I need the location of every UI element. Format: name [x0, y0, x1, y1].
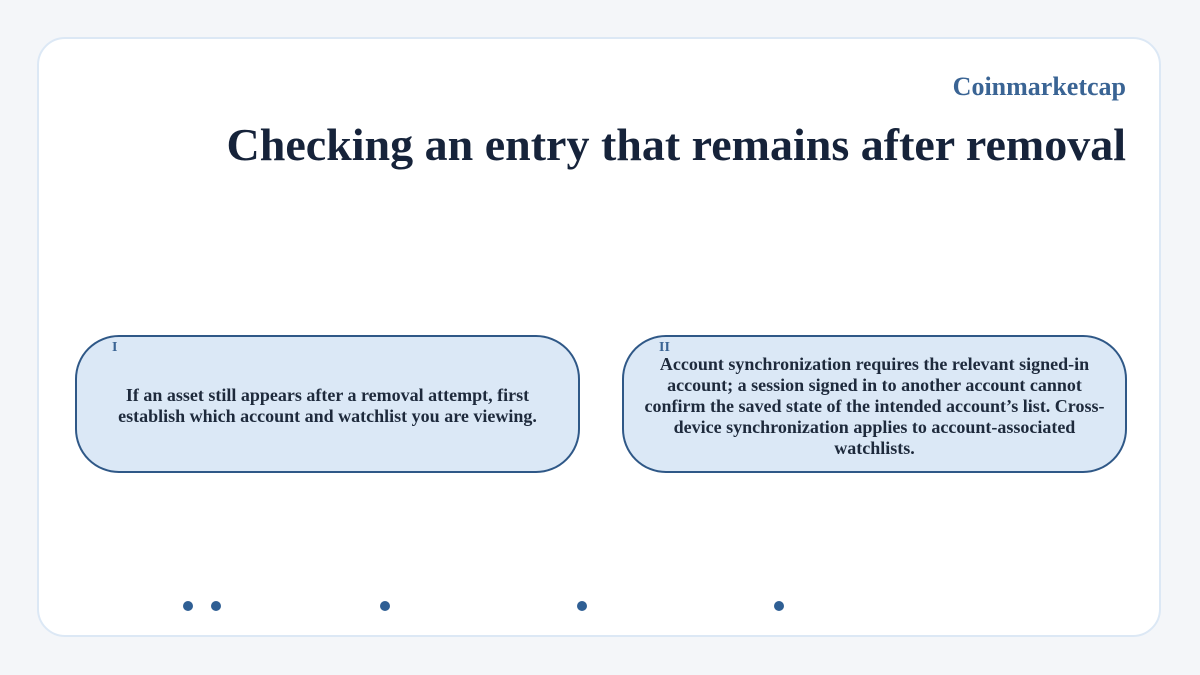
- step-number: I: [112, 340, 118, 355]
- step-card-1: [75, 335, 580, 473]
- pagination-dot: [211, 601, 221, 611]
- step-text: Account synchronization requires the relevant signed-in account; a session signed in to another account cannot confirm the saved state of the intended account’s list. Cross-device synchronization applies to account-associated watchlists.: [644, 353, 1105, 458]
- step-card-2: [622, 335, 1127, 473]
- slide-title: Checking an entry that remains after removal: [226, 119, 1126, 170]
- step-text: If an asset still appears after a removal attempt, first establish which account and watchlist you are viewing.: [118, 385, 537, 426]
- step-number: II: [659, 340, 670, 355]
- pagination-dot: [577, 601, 587, 611]
- pagination-dot: [380, 601, 390, 611]
- pagination-dot: [774, 601, 784, 611]
- pagination-dot: [183, 601, 193, 611]
- brand-label: Coinmarketcap: [952, 72, 1126, 101]
